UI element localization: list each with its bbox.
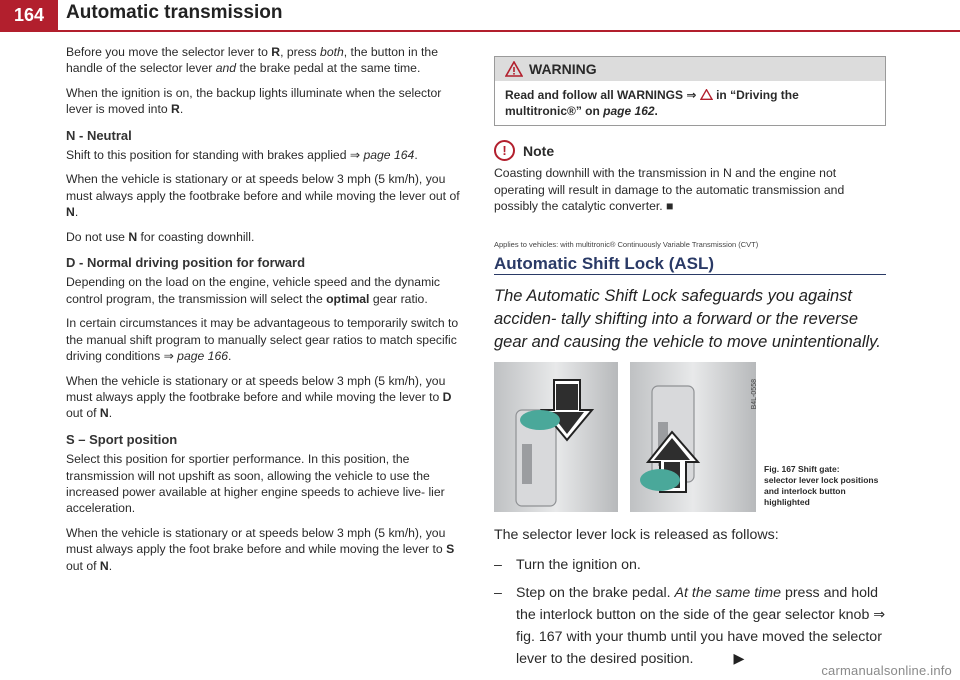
warning-triangle-icon xyxy=(505,61,523,77)
list-item: – Step on the brake pedal. At the same time press and hold the interlock button on the side of the gear selector knob ⇒ fig. 167 with your thumb until you have moved the selector lever to the desired position. ▶ xyxy=(494,582,886,670)
left-column xyxy=(66,44,464,582)
warning-header xyxy=(495,57,885,81)
interlock-button-highlight-left xyxy=(520,410,560,430)
paragraph: Do not use N for coasting downhill. xyxy=(66,229,255,244)
note-header xyxy=(494,140,886,161)
section-intro: The Automatic Shift Lock safeguards you against acciden- tally shifting into a forward or the reverse gear and causing the vehicle to move unintentionally. xyxy=(494,287,881,352)
note-title: Note xyxy=(523,142,555,159)
warning-triangle-icon xyxy=(700,89,713,100)
page-link[interactable]: page 164 xyxy=(363,148,415,163)
heading-neutral: N - Neutral xyxy=(66,127,132,143)
watermark: carmanualsonline.info xyxy=(821,663,952,678)
paragraph: When the vehicle is stationary or at speeds below 3 mph (5 km/h), you must always apply the footbrake before and while moving the lever out of N. xyxy=(66,172,460,220)
page-link[interactable]: page 162 xyxy=(603,104,655,119)
warning-box xyxy=(494,56,886,126)
section-title: Automatic Shift Lock (ASL) xyxy=(494,256,886,275)
paragraph: Before you move the selector lever to R, press both, the button in the handle of the selector lever and the brake pedal at the same time. xyxy=(66,45,438,76)
paragraph: Shift to this position for standing with brakes applied ⇒ page 164. xyxy=(66,148,418,163)
header-rule xyxy=(0,30,960,32)
shift-gate-illustration xyxy=(494,362,756,512)
figure-code: B4L-0558 xyxy=(750,379,758,410)
heading-sport: S – Sport position xyxy=(66,431,178,447)
interlock-button-highlight-right xyxy=(640,469,680,491)
end-square-icon: ■ xyxy=(666,199,674,214)
page-link[interactable]: page 166 xyxy=(177,349,229,364)
figure-row xyxy=(494,362,886,512)
warning-title: WARNING xyxy=(529,61,597,77)
page-header-title: Automatic transmission xyxy=(66,2,283,23)
paragraph: In certain circumstances it may be advantageous to temporarily switch to the manual shift program to manually select gear ratios to match specific driving conditions ⇒ page 166. xyxy=(66,316,459,364)
paragraph: When the ignition is on, the backup lights illuminate when the selector lever is moved into R. xyxy=(66,85,442,117)
paragraph: Select this position for sportier performance. In this position, the transmission will not upshift as soon, allowing the vehicle to use the increased power available at higher engine speeds to achieve live- lier acceleration. xyxy=(66,452,445,516)
figure-167 xyxy=(494,362,756,512)
paragraph: When the vehicle is stationary or at speeds below 3 mph (5 km/h), you must always apply the footbrake before and while moving the lever to D out of N. xyxy=(66,373,452,421)
page-number: 164 xyxy=(0,0,58,30)
figure-caption: Fig. 167 Shift gate: selector lever lock positions and interlock button highlighted xyxy=(764,464,879,508)
paragraph: When the vehicle is stationary or at speeds below 3 mph (5 km/h), you must always apply the foot brake before and while moving the lever to S out of N. xyxy=(66,525,455,573)
list-item: – Turn the ignition on. xyxy=(494,557,641,574)
applies-to: Applies to vehicles: with multitronic® Continuously Variable Transmission (CVT) xyxy=(494,239,759,249)
continue-arrow-icon: ▶ xyxy=(733,651,745,668)
heading-drive: D - Normal driving position for forward xyxy=(66,255,306,271)
paragraph: Depending on the load on the engine, vehicle speed and the dynamic control program, the transmission will select the optimal gear ratio. xyxy=(66,275,441,306)
note-text: Coasting downhill with the transmission in N and the engine not operating will result in damage to the automatic transmission and possibly the catalytic converter. ■ xyxy=(494,166,845,214)
warning-text: Read and follow all WARNINGS ⇒ in “Driving the multitronic®” on page 162. xyxy=(505,88,799,119)
right-column xyxy=(494,56,886,676)
instruction-lead: The selector lever lock is released as follows: xyxy=(494,527,779,544)
note-info-icon: ! xyxy=(494,140,515,161)
